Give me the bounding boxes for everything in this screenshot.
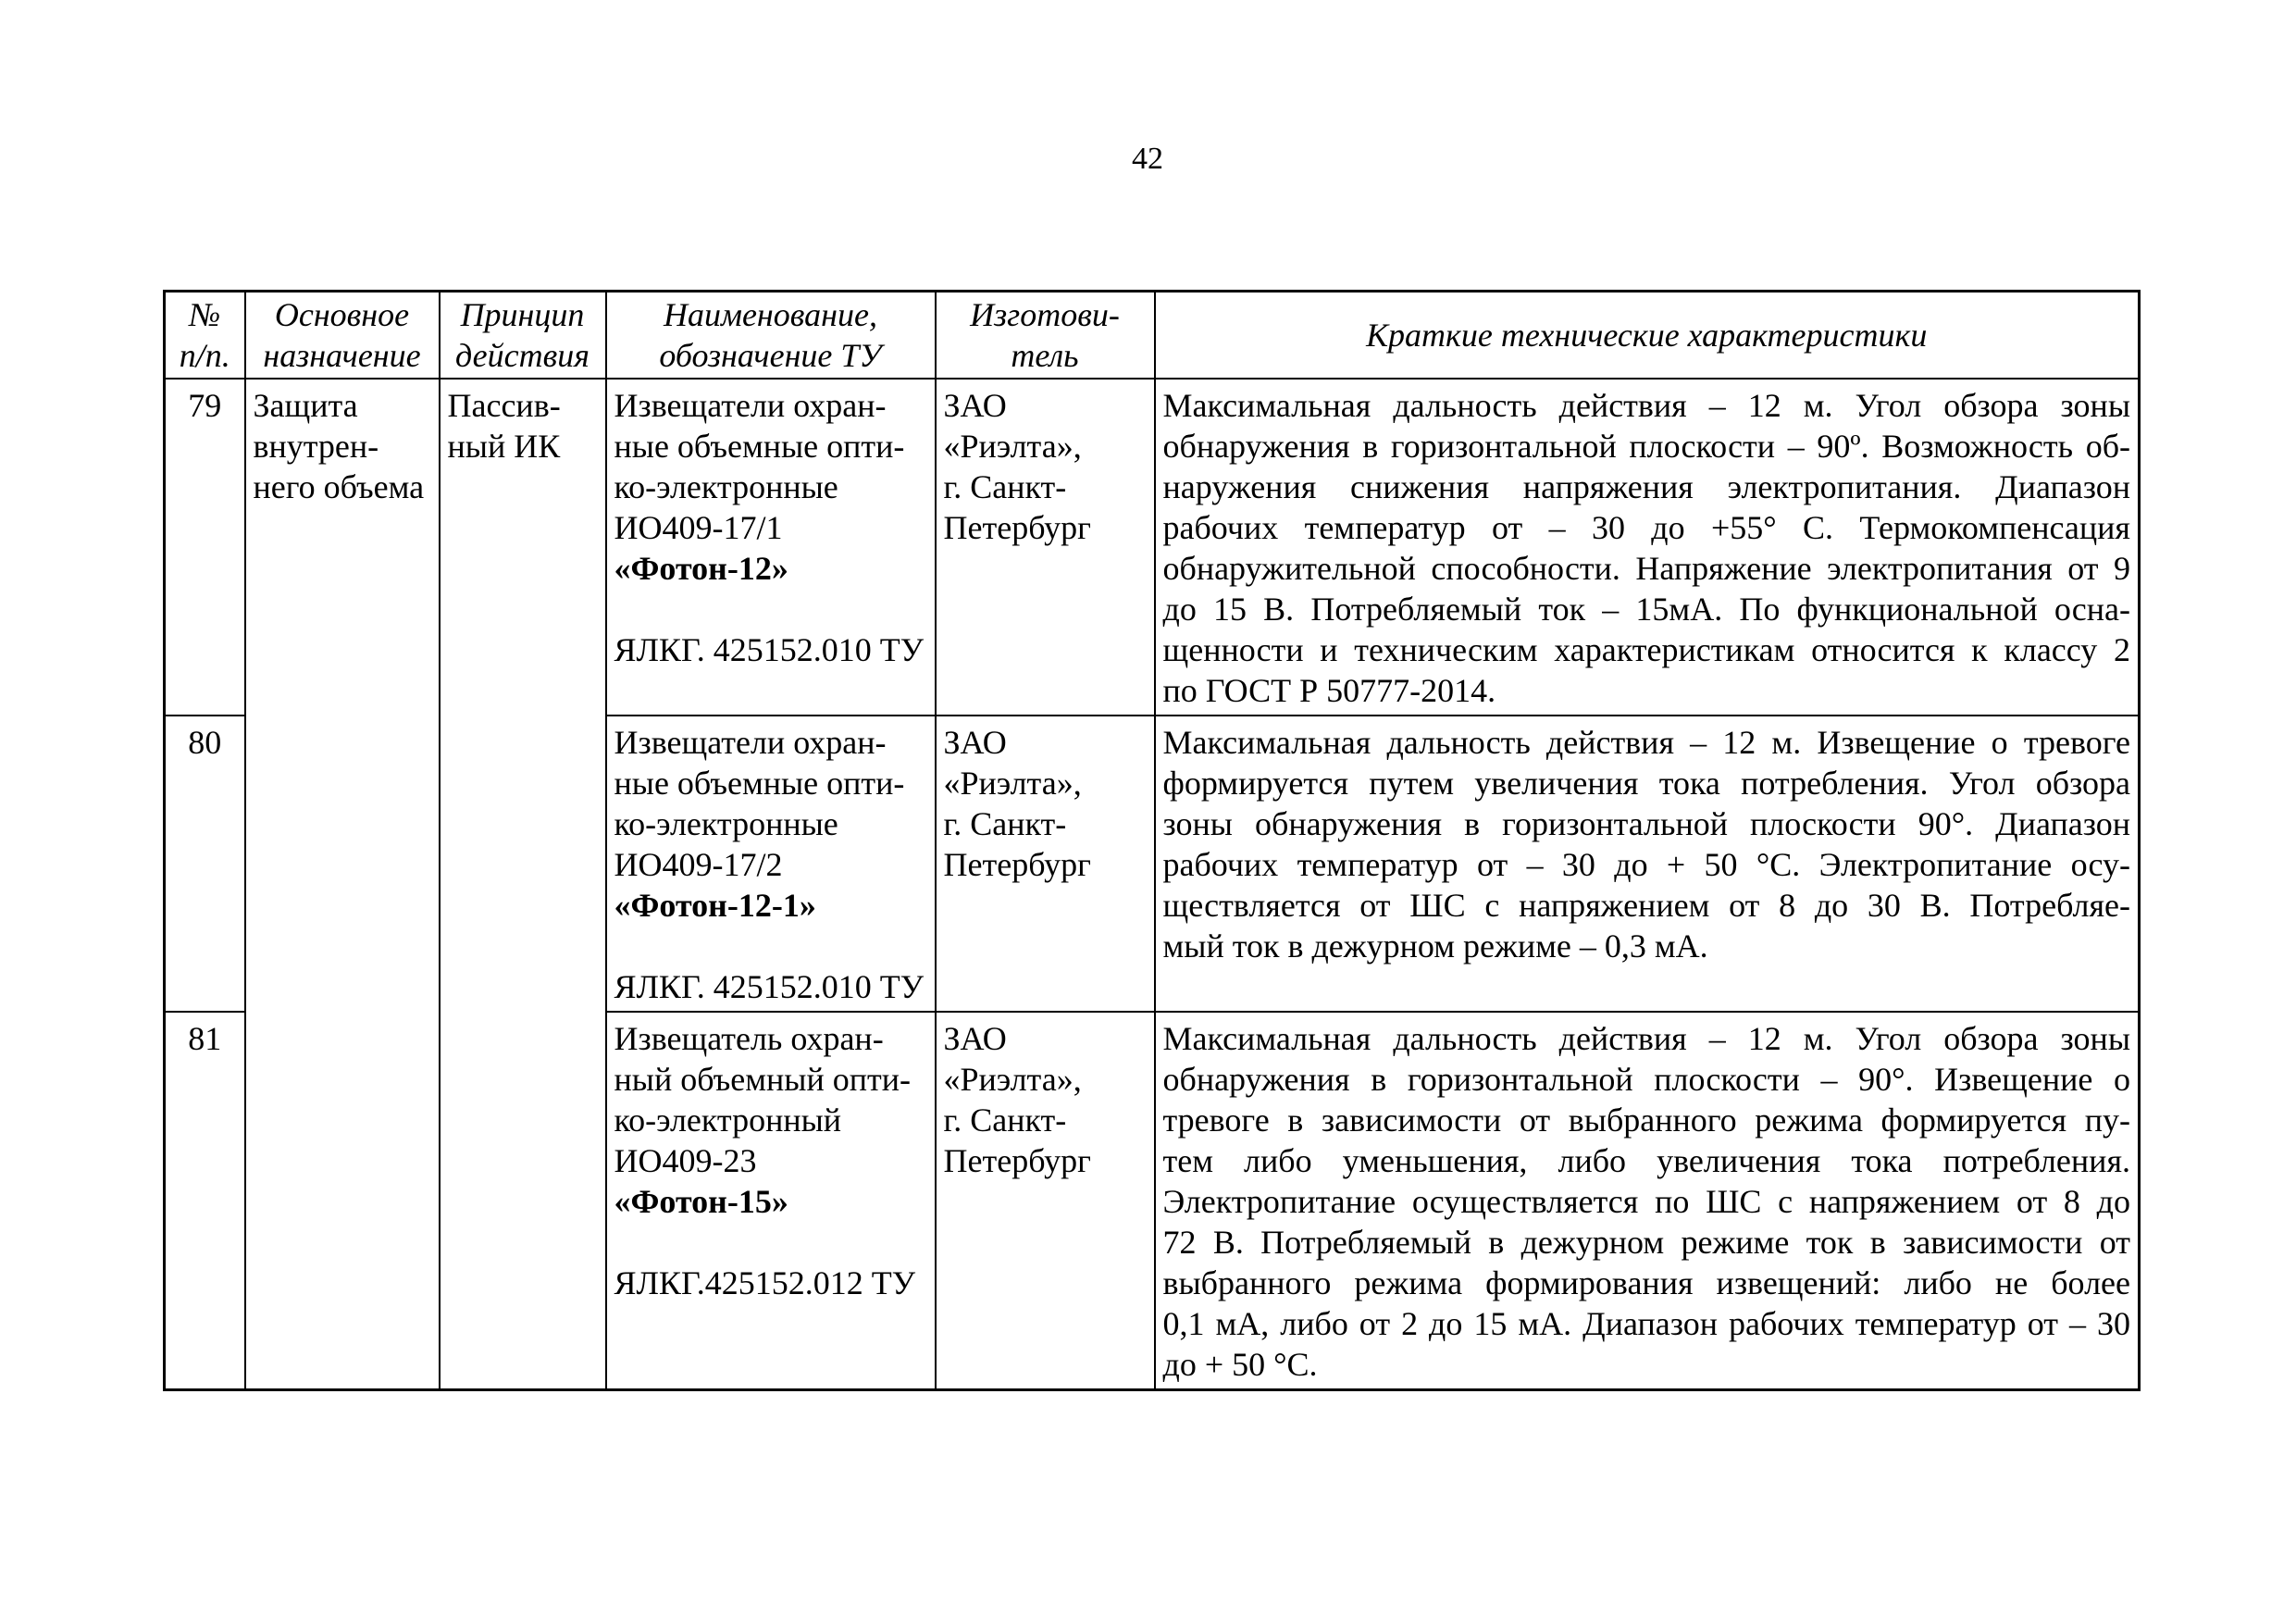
specs-table — [163, 290, 2141, 1391]
device-model: «Фотон-12-1» — [614, 887, 816, 924]
device-name-cell: Извещатели охран- ные объемные опти- ко-электронные ИО409-17/2 «Фотон-12-1» ЯЛКГ. 425152.010 ТУ — [606, 716, 936, 1012]
header-name: Наименование, обозначение ТУ — [606, 292, 936, 380]
specs-cell: Максимальная дальность действия – 12 м. Угол обзора зоны обнаружения в горизонтальной плоскости – 90°. Извещение о тревоге в зависимости от выбранного режима формируется пу- тем либо уменьшения, либо увеличения тока потребления. Электропитание осуществляется по ШС с напряжением от 8 до 72 В. Потребляемый в дежурном режиме ток в зависимости от выбранного режима формирования извещений: либо не более 0,1 мА, либо от 2 до 15 мА. Диапазон рабочих температур от – 30 до + 50 °С. — [1155, 1012, 2140, 1390]
purpose-cell: Защита внутрен- него объема — [245, 379, 440, 1390]
specs-cell: Максимальная дальность действия – 12 м. Угол обзора зоны обнаружения в горизонтальной плоскости – 90º. Возможность об- наружения снижения напряжения электропитания. Диапазон рабочих температур от – 30 до +55° С. Термокомпенсация обнаружительной способности. Напряжение электропитания от 9 до 15 В. Потребляемый ток – 15мА. По функциональной осна- щенности и техническим характеристикам относится к классу 2 по ГОСТ Р 50777-2014. — [1155, 379, 2140, 716]
maker-cell: ЗАО «Риэлта», г. Санкт- Петербург — [936, 716, 1155, 1012]
table-row — [165, 379, 2140, 716]
header-purpose: Основное назначение — [245, 292, 440, 380]
maker-cell: ЗАО «Риэлта», г. Санкт- Петербург — [936, 1012, 1155, 1390]
device-tu: ЯЛКГ.425152.012 ТУ — [614, 1264, 916, 1301]
principle-cell: Пассив- ный ИК — [440, 379, 606, 1390]
row-number: 79 — [165, 379, 245, 716]
device-model: «Фотон-12» — [614, 550, 788, 587]
device-tu: ЯЛКГ. 425152.010 ТУ — [614, 968, 925, 1005]
header-principle: Принцип действия — [440, 292, 606, 380]
header-specs: Краткие технические характеристики — [1155, 292, 2140, 380]
row-number: 81 — [165, 1012, 245, 1390]
specs-cell: Максимальная дальность действия – 12 м. Извещение о тревоге формируется путем увеличения тока потребления. Угол обзора зоны обнаружения в горизонтальной плоскости 90°. Диапазон рабочих температур от – 30 до + 50 °С. Электропитание осу- ществляется от ШС с напряжением от 8 до 30 В. Потребляе- мый ток в дежурном режиме – 0,3 мА. — [1155, 716, 2140, 1012]
device-tu: ЯЛКГ. 425152.010 ТУ — [614, 631, 925, 668]
device-model: «Фотон-15» — [614, 1183, 788, 1220]
maker-cell: ЗАО «Риэлта», г. Санкт- Петербург — [936, 379, 1155, 716]
page-number: 42 — [1132, 142, 1163, 176]
row-number: 80 — [165, 716, 245, 1012]
table-header-row — [165, 292, 2140, 380]
device-name-cell: Извещатели охран- ные объемные опти- ко-электронные ИО409-17/1 «Фотон-12» ЯЛКГ. 425152.010 ТУ — [606, 379, 936, 716]
device-name-cell: Извещатель охран- ный объемный опти- ко-электронный ИО409-23 «Фотон-15» ЯЛКГ.425152.012 ТУ — [606, 1012, 936, 1390]
header-maker: Изготови- тель — [936, 292, 1155, 380]
header-num: № п/п. — [165, 292, 245, 380]
